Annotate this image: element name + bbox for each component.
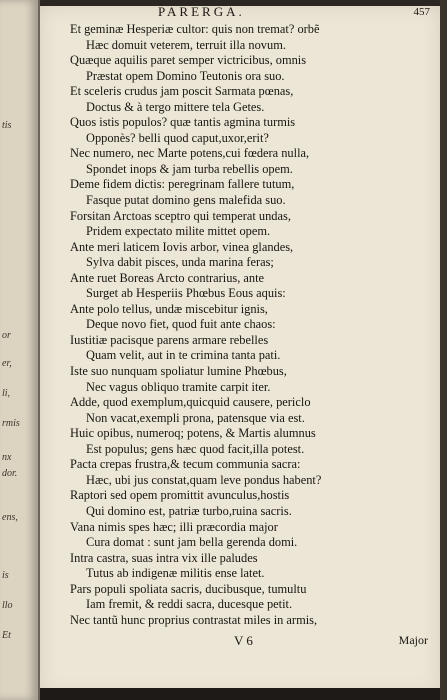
facing-page-edge [0,0,40,700]
verse-line: Iste suo nunquam spoliatur lumine Phœbus, [70,364,287,379]
verse-line: Hæc, ubi jus constat,quam leve pondus habent? [86,472,322,487]
verse-line: Cura domat : sunt jam bella gerenda domi. [86,535,298,550]
facing-margin-fragment: Et [2,630,11,641]
verse-line: Adde, quod exemplum,quicquid causere, periclo [70,395,311,410]
verse-line: Nec tantũ hunc proprius contrastat miles in armis, [70,612,318,627]
verse-line: Doctus & à tergo mittere tela Getes. [86,99,265,114]
signature-mark: V 6 [234,633,253,648]
verse-line: Et geminæ Hesperiæ cultor: quis non tremat? orbẽ [70,22,320,36]
verse-line: Raptori sed opem promittit avunculus,hostis [70,488,290,503]
verse-line: Sylva dabit pisces, unda marina feras; [86,255,274,270]
poem-text [70,22,435,628]
verse-line: Huic opibus, numeroq; potens, & Martis alumnus [70,426,316,441]
verse-line: Intra castra, suas intra vix ille paludes [70,550,258,565]
verse-line: Et sceleris crudus jam poscit Sarmata pœnas, [70,84,294,99]
verse-line: Iustitiæ pacisque parens armare rebelles [70,332,269,347]
running-title: PARERGA. [158,4,245,19]
page-number: 457 [413,6,430,18]
facing-margin-fragment: nx [2,452,12,463]
facing-margin-fragment: li, [2,388,11,399]
verse-line: Deme fidem dictis: peregrinam fallere tutum, [70,177,295,192]
facing-margin-fragment: ens, [2,512,18,523]
verse-line: Non vacat,exempli prona, patensque via est. [86,410,305,425]
verse-line: Pridem expectato milite mittet opem. [86,224,271,239]
catchword: Major [398,633,428,647]
verse-line: Deque novo fiet, quod fuit ante chaos: [86,317,276,332]
verse-line: Quæque aquilis paret semper victricibus, omnis [70,53,307,68]
verse-line: Ante meri laticem Iovis arbor, vinea glandes, [70,239,294,254]
page-footer [40,633,440,651]
verse-line: Opponès? belli quod caput,uxor,erit? [86,130,269,145]
verse-line: Vana nimis spes hæc; illi præcordia major [70,519,278,534]
facing-margin-fragment: is [2,570,9,581]
verse-line: Spondet inops & jam turba rebellis opem. [86,161,293,176]
facing-margin-fragment: rmis [2,418,20,429]
verse-line: Quos istis populos? quæ tantis agmina turmis [70,115,296,130]
verse-line: Surget ab Hesperiis Phœbus Eous aquis: [86,286,286,301]
page-bottom-shadow [40,688,440,700]
facing-margin-fragment: llo [2,600,13,611]
verse-line: Forsitan Arctoas sceptro qui temperat undas, [70,208,291,223]
verse-line: Pacta crepas frustra,& tecum communia sacra: [70,457,301,472]
verse-line: Tutus ab indigenæ militis ense latet. [86,566,265,581]
verse-line: Ante ruet Boreas Arcto contrarius, ante [70,270,265,285]
verse-line: Hæc domuit veterem, terruit illa novum. [86,37,286,52]
verse-line: Fasque putat domino gens malefida suo. [86,193,286,208]
book-page [40,6,440,694]
verse-line: Nec vagus obliquo tramite carpit iter. [86,379,271,394]
facing-margin-fragment: or [2,330,11,341]
facing-margin-fragment: er, [2,358,12,369]
page-header [40,4,440,22]
verse-line: Ante polo tellus, undæ miscebitur ignis, [70,301,268,316]
page-right-edge [440,0,447,700]
verse-line: Qui domino est, patriæ turbo,ruina sacris. [86,503,292,518]
facing-margin-fragment: dor. [2,468,18,479]
verse-line: Nec numero, nec Marte potens,cui fœdera nulla, [70,146,310,161]
verse-line: Iam fremit, & reddi sacra, ducesque petit. [86,597,293,612]
facing-margin-fragment: tis [2,120,12,131]
verse-line: Quam velit, aut in te crimina tanta pati. [86,348,281,363]
verse-line: Est populus; gens hæc quod facit,illa potest. [86,441,305,456]
verse-line: Pars populi spoliata sacris, ducibusque, tumultu [70,581,307,596]
verse-line: Præstat opem Domino Teutonis ora suo. [86,68,285,83]
